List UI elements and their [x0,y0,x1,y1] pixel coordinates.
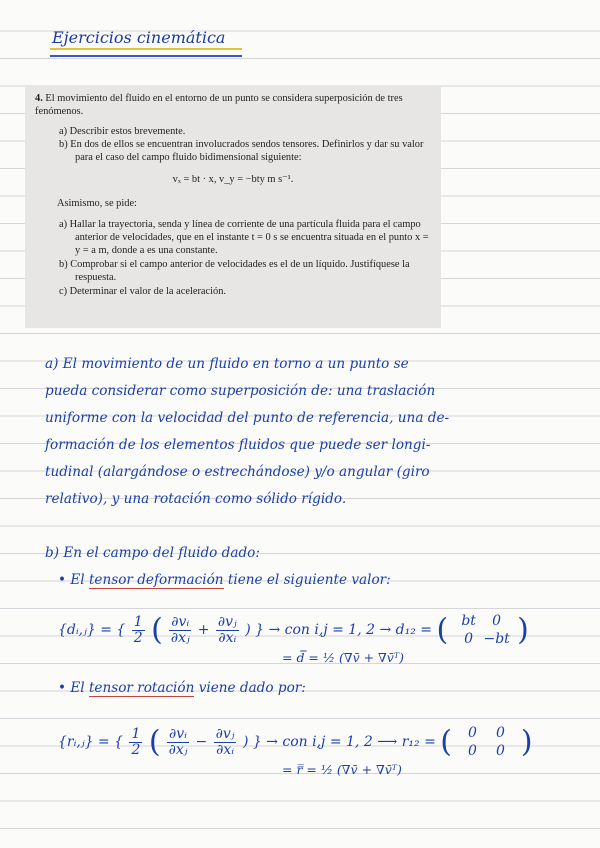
statement-also: Asimismo, se pide: [57,198,137,209]
statement-sub-c: c) Determinar el valor de la aceleración. [59,286,227,297]
deformation-intro [58,572,391,588]
statement-sub-a: a) Hallar la trayectoria, senda y línea de corriente de una partícula fluida para el campo anterior de velocidades, que en el instante t = 0 s se encuentra situada en el punto x = y = a m, donde a es una constante. [59,219,429,256]
statement-sub-b: b) Comprobar si el campo anterior de velocidades es el de un líquido. Justifíquese la respuesta. [59,259,410,283]
r-matrix: 0 0 0 0 [467,725,505,759]
rotation-intro [58,680,306,696]
statement-item-b: b) En dos de ellos se encuentran involucrados sendos tensores. Definirlos y dar su valor para el caso del campo fluido bidimensional siguiente: [59,139,424,163]
deformation-equation: {dᵢ,ⱼ} = { $\frac{1}{2}$ ( $\frac{\text{∂vᵢ}}{\text{∂xⱼ}}$ + $\frac{\text{∂vⱼ}}{\text{∂xᵢ}}$ ) } → con i,j = 1, 2 → d₁₂ = ( bt 0 0 −bt ) [58,612,529,648]
title-underline [50,48,242,57]
rot-suffix: viene dado por: [198,680,306,696]
rotation-definition: = r̿ = ½ (∇v̄ + ∇v̄ᵀ) [282,762,402,777]
statement-equation: vₓ = bt · x, v_y = −bty m s⁻¹. [172,174,294,185]
page-title: Ejercicios cinemática [52,28,226,47]
d-term-2: $\frac{\text{∂vⱼ}}{\text{∂xᵢ}}$ [217,613,237,646]
def-prefix: • El [58,572,85,588]
exercise-number: 4. [35,93,43,104]
def-suffix: tiene el siguiente valor: [227,572,391,588]
def-term: tensor deformación [88,572,224,588]
intro-text: El movimiento del fluido en el entorno de un punto se considera superposición de tres fenómenos. [35,93,403,117]
d-matrix: bt 0 0 −bt [461,613,510,647]
answer-a-line-6: relativo), y una rotación como sólido rígido. [45,491,347,507]
r-half: $\frac{1}{2}$ [131,725,141,758]
rot-term: tensor rotación [88,680,195,696]
r-close: ) } → con i,j = 1, 2 ⟶ r₁₂ = [242,734,436,750]
r-term-2: $\frac{\text{∂vⱼ}}{\text{∂xᵢ}}$ [215,725,235,758]
r-lhs: {rᵢ,ⱼ} = { [58,734,124,750]
statement-intro [35,92,431,118]
statement-item-a: a) Describir estos brevemente. [59,126,186,137]
answer-b-heading: b) En el campo del fluido dado: [45,545,260,561]
answer-a-line-3: uniforme con la velocidad del punto de referencia, una de- [45,410,450,426]
d-lhs: {dᵢ,ⱼ} = { [58,622,126,638]
d-half: $\frac{1}{2}$ [133,613,143,646]
answer-a-line-5: tudinal (alargándose o estrechándose) y/o angular (giro [45,464,430,480]
answer-a-line-2: pueda considerar como superposición de: una traslación [45,383,436,399]
exercise-statement-image [25,86,441,328]
rotation-equation: {rᵢ,ⱼ} = { $\frac{1}{2}$ ( $\frac{\text{∂vᵢ}}{\text{∂xⱼ}}$ − $\frac{\text{∂vⱼ}}{\text{∂xᵢ}}$ ) } → con i,j = 1, 2 ⟶ r₁₂ = ( 0 0 0 0 ) [58,724,533,760]
answer-a-line-1: a) El movimiento de un fluido en torno a un punto se [45,356,409,372]
r-term-1: $\frac{\text{∂vᵢ}}{\text{∂xⱼ}}$ [168,725,188,758]
d-close: ) } → con i,j = 1, 2 → d₁₂ = [245,622,433,638]
deformation-definition: = d̿ = ½ (∇v̄ + ∇v̄ᵀ) [282,650,404,665]
rot-prefix: • El [58,680,85,696]
d-term-1: $\frac{\text{∂vᵢ}}{\text{∂xⱼ}}$ [170,613,190,646]
answer-a-line-4: formación de los elementos fluidos que puede ser longi- [45,437,431,453]
